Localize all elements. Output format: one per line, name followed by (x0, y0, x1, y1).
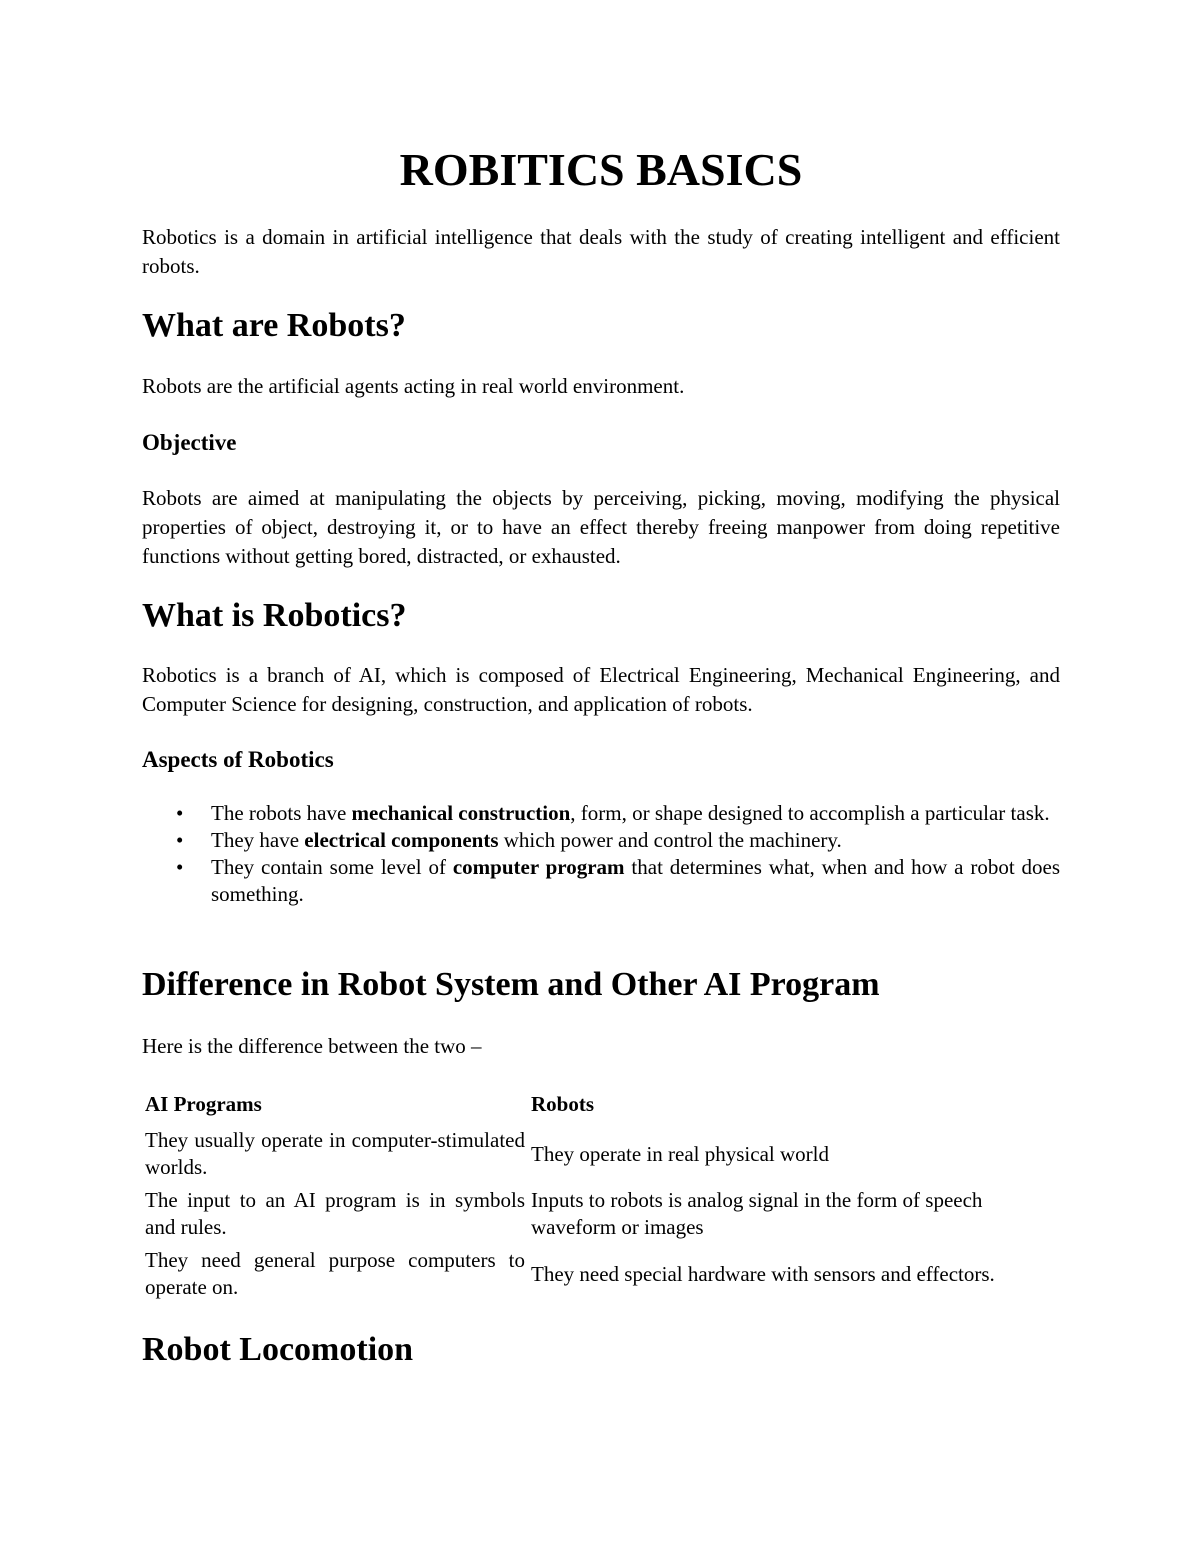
table-row (142, 1124, 1060, 1184)
heading-aspects-of-robotics: Aspects of Robotics (142, 747, 334, 772)
difference-table (142, 1088, 1060, 1304)
table-cell: They operate in real physical world (531, 1141, 829, 1166)
table-cell: They usually operate in computer-stimulated worlds. (145, 1128, 525, 1179)
list-item (142, 827, 1060, 854)
list-item-bold: electrical components (304, 828, 499, 852)
table-cell: They need special hardware with sensors and effectors. (531, 1261, 995, 1286)
list-item-text: They contain some level of (211, 855, 453, 879)
column-header-robots: Robots (531, 1092, 595, 1116)
list-item (142, 800, 1060, 827)
table-header-row (142, 1088, 1060, 1124)
list-item-text: The robots have (211, 801, 352, 825)
robotics-paragraph: Robotics is a branch of AI, which is composed of Electrical Engineering, Mechanical Engineering, and Computer Science for designing, construction, and application of robots. (142, 663, 1060, 716)
objective-paragraph: Robots are aimed at manipulating the objects by perceiving, picking, moving, modifying the physical properties of object, destroying it, or to have an effect thereby freeing manpower from doing repetitive functions without getting bored, distracted, or exhausted. (142, 486, 1060, 568)
list-item-text: that determines what, when and how a robot does something. (211, 855, 1060, 906)
aspects-list (142, 800, 1060, 908)
column-header-ai-programs: AI Programs (145, 1092, 262, 1116)
difference-paragraph: Here is the difference between the two – (142, 1034, 482, 1058)
document-title: ROBITICS BASICS (399, 144, 803, 195)
table-cell: They need general purpose computers to operate on. (145, 1248, 525, 1299)
intro-paragraph: Robotics is a domain in artificial intelligence that deals with the study of creating intelligent and efficient robots. (142, 225, 1060, 278)
table-row (142, 1184, 1060, 1244)
list-item (142, 854, 1060, 908)
table-cell: Inputs to robots is analog signal in the form of speech waveform or images (531, 1188, 983, 1239)
heading-difference: Difference in Robot System and Other AI Program (142, 966, 880, 1003)
bullet-icon: • (176, 828, 184, 852)
heading-what-is-robotics: What is Robotics? (142, 597, 407, 634)
bullet-icon: • (176, 855, 184, 879)
heading-robot-locomotion: Robot Locomotion (142, 1331, 414, 1368)
table-row (142, 1244, 1060, 1304)
list-item-text: which power and control the machinery. (498, 828, 842, 852)
list-item-text: , form, or shape designed to accomplish a particular task. (570, 801, 1050, 825)
list-item-text: They have (211, 828, 305, 852)
table-cell: The input to an AI program is in symbols and rules. (145, 1188, 525, 1239)
list-item-bold: mechanical construction (351, 801, 571, 825)
heading-what-are-robots: What are Robots? (142, 307, 406, 344)
list-item-bold: computer program (452, 855, 625, 879)
heading-objective: Objective (142, 430, 237, 455)
bullet-icon: • (176, 801, 184, 825)
robots-paragraph: Robots are the artificial agents acting in real world environment. (142, 374, 685, 398)
